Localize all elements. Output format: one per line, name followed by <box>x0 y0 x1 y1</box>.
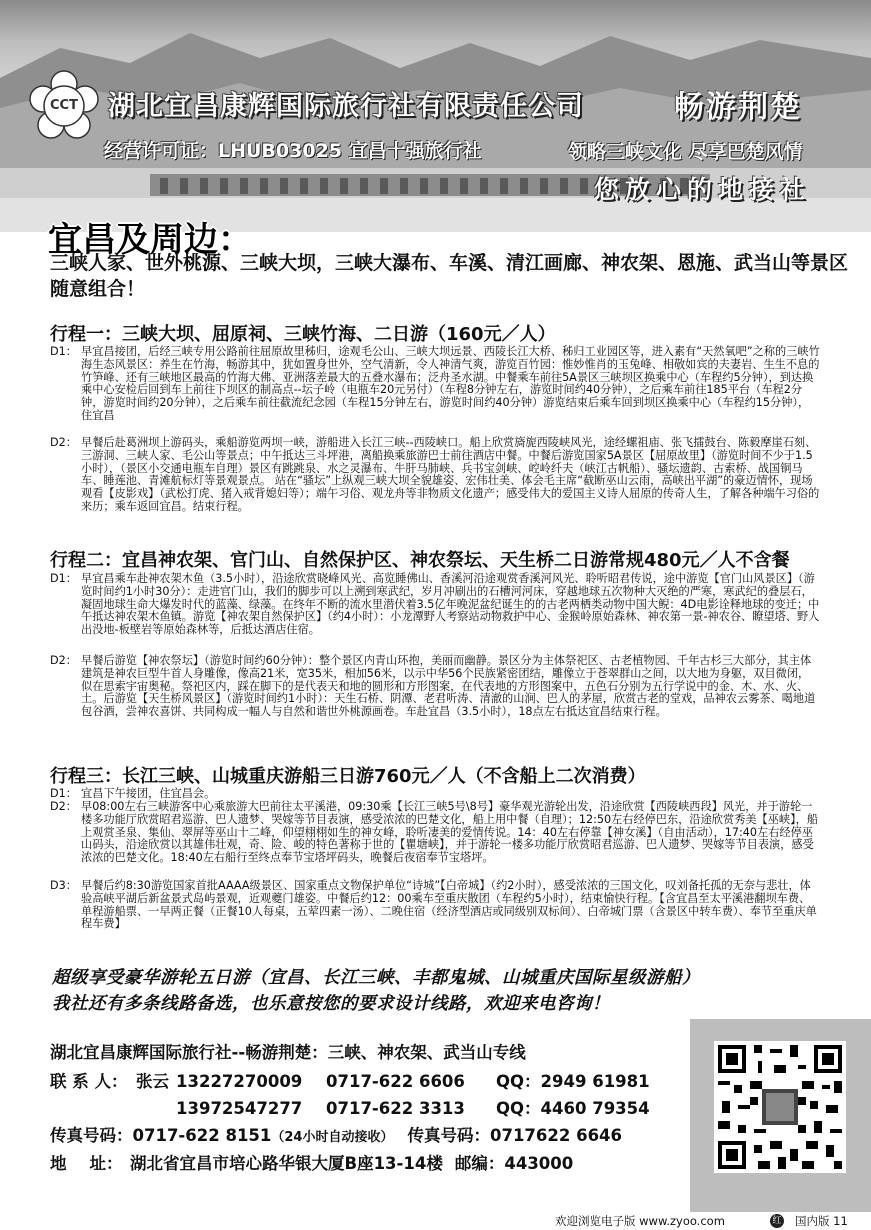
qr-code[interactable] <box>714 1041 846 1173</box>
cruise-promo: 超级享受豪华游轮五日游（宜昌、长江三峡、丰都鬼城、山城重庆国际星级游船） <box>52 968 700 988</box>
fax-number[interactable]: 0717-622 8151 <box>132 1126 272 1145</box>
route-1-day-2 <box>50 437 820 514</box>
contact-row-1 <box>50 1068 650 1092</box>
route-2-day-2 <box>50 655 820 719</box>
fax-note: （24小时自动接收） <box>271 1130 394 1145</box>
fax-label: 传真号码： <box>50 1126 133 1145</box>
culture-tagline: 领略三峡文化 尽享巴楚风情 <box>568 141 803 163</box>
route-3-day-2 <box>50 801 820 865</box>
red-badge-icon: 红 <box>770 1214 784 1228</box>
reliable-agency-slogan: 您放心的地接社 <box>594 175 812 204</box>
mobile-number[interactable]: 13227270009 <box>176 1072 303 1091</box>
section-subtitle: 三峡人家、世外桃源、三峡大坝，三峡大瀑布、车溪、清江画廊、神农架、恩施、武当山等景区随意组合！ <box>50 252 849 300</box>
day-text: 宜昌下午接团，住宜昌会。 <box>81 787 216 800</box>
day-text: 早餐后游览【神农祭坛】（游览时间约60分钟）：整个景区内青山环抱，美丽而幽静。景区分为主体祭祀区、古老植物园、千年古杉三大部分，其主体建筑是神农巨型牛首人身雕像，像高21米，宽35米，相加56米，以示中华56个民族紧密团结，雕像立于苍翠群山之间，以大地为身躯，双目微闭，似在思索宇宙奥秘。祭祀区内，踩在脚下的是代表天和地的圆形和方形图案，在代表地的方形图案中，五色石分别为五行学说中的金、木、水、火、土。后游览【天生桥风景区】（游览时间约1小时）：天生石桥、阴潭、老君听涛、清澈的山涧、巴人的茅屋，欣赏古老的堂戏，品神农云雾茶、喝地道包谷酒，尝神农喜饼、共同构成一幅人与自然和谐世外桃源画卷。车赴宜昌（3.5小时），18点左右抵达宜昌结束行程。 <box>81 654 816 719</box>
address: 湖北省宜昌市培心路华银大厦B座13-14楼 <box>130 1154 443 1173</box>
route-1-day-1 <box>50 346 820 423</box>
day-text: 早餐后赴葛洲坝上游码头，乘船游览两坝一峡，游船进入长江三峡--西陵峡口。船上欣赏旖旎西陵峡风光，途经螺祖庙、张飞擂鼓台、陈毅摩崖石刻、三游洞、三峡人家、毛公山等景点；中午抵达三斗坪港，离船换乘旅游巴士前往酒店中餐。中餐后游览国家5A景区【屈原故里】（游览时间不少于1.5小时），（景区小交通电瓶车自理）景区有跳跳泉、水之灵瀑布、牛肝马肺峡、兵书宝剑峡、崆岭纤夫（峡江古帆船）、骚坛遗韵、古索桥、战国铜马车、睡莲池、青滩航标灯等景观景点。 站在“骚坛”上纵观三峡大坝全貌雄姿、宏伟壮美、体会毛主席“截断巫山云雨，高峡出平湖”的豪迈情怀，现场观看【皮影戏】（武松打虎、猪入戒背媳妇等）；端午习俗、观龙舟等非物质文化遗产；感受伟大的爱国主义诗人屈原的传奇人生，了解各种端午习俗的来历；乘车返回宜昌。结束行程。 <box>81 436 820 513</box>
logo-text: CCT <box>50 98 78 113</box>
postcode: 邮编：443000 <box>454 1154 574 1173</box>
license-number: 经营许可证：LHUB03025 宜昌十强旅行社 <box>104 140 482 162</box>
day-text: 早餐后约8:30游览国家首批AAAA级景区、国家重点文物保护单位“诗城”【白帝城】（约2小时），感受浓浓的三国文化，叹刘备托孤的无奈与悲壮，体验高峡平湖后新盆景式岛屿景观，近观夔门雄姿。中餐后约12：00乘车至重庆散团（车程约5小时），结束愉快行程。【含宜昌至太平溪港翻坝车费、单程游船票、一早两正餐（正餐10人每桌，五荤四素一汤）、二晚住宿（经济型酒店或同级别双标间）、白帝城门票（含景区中转车费）、奉节至重庆单程车费】 <box>81 879 817 931</box>
day-tag: D2： <box>50 654 77 667</box>
custom-route-promo: 我社还有多条线路备选，也乐意按您的要求设计线路，欢迎来电咨询！ <box>52 994 610 1014</box>
day-tag: D2： <box>50 436 77 449</box>
day-tag: D2： <box>50 800 77 813</box>
page-footer <box>0 1212 871 1230</box>
qq-number[interactable]: QQ：4460 79354 <box>496 1099 650 1118</box>
contact-label: 联 系 人： <box>50 1072 128 1091</box>
day-text: 早宜昌乘车赴神农架木鱼（3.5小时），沿途欣赏晓峰风光、高览睡佛山、香溪河沿途观赏香溪河风光、聆听昭君传说，途中游览【官门山风景区】（游览时间约1小时30分）：走进官门山，我们的脚步可以上溯到寒武纪，岁月冲刷出的石槽河河床，穿越地球五次物种大灭绝的严寒，寒武纪的叠层石，凝固地球生命大爆发时代的蓝藻、绿藻。在终年不断的流水里潜伏着3.5亿年晚泥盆纪诞生的的古老两栖类动物中国大鲵：4D电影诠释地球的变迁；中午抵达神农架木鱼镇。游览【神农架自然保护区】（约4小时）：小龙潭野人考察站动物救护中心、金猴岭原始森林、神农第一景-神农谷、瞭望塔、野人出没地-板壁岩等原始森林等，后抵达酒店住宿。 <box>81 572 820 637</box>
fax-number-2[interactable]: 传真号码：0717622 6646 <box>407 1126 623 1145</box>
day-tag: D1： <box>50 787 77 800</box>
day-text: 早宜昌接团，后经三峡专用公路前往屈原故里秭归，途观毛公山、三峡大坝远景、西陵长江大桥、秭归工业园区等，进入素有“天然氧吧”之称的三峡竹海生态风景区：养生在竹海，畅游其中，犹如置身世外，空气清新，令人神清气爽，游览百竹园：惟妙惟肖的玉兔峰、相敬如宾的夫妻岩、生生不息的竹笋峰、还有三峡地区最高的竹海大佛、亚洲落差最大的五叠水瀑布；泛舟圣水湖。中餐乘车前往5A景区三峡坝区换乘中心（车程约5分钟），到达换乘中心安检后回到车上前往下坝区的制高点--坛子岭（电瓶车20元另付）（车程8分钟左右，游览时间约40分钟），之后乘车前往185平台（车程2分钟，游览时间约20分钟），之后乘车前往截流纪念园（车程15分钟左右，游览时间约40分钟）游览结束后乘车回到坝区换乘中心（车程约15分钟），住宜昌 <box>81 345 820 422</box>
day-tag: D1： <box>50 572 77 585</box>
day-text: 早08:00左右三峡游客中心乘旅游大巴前往太平溪港，09:30乘【长江三峡5号\8号】豪华观光游轮出发，沿途欣赏【西陵峡西段】风光，并于游轮一楼多功能厅欣赏昭君巡游、巴人遗梦、哭嫁等节目表演，感受浓浓的巴楚文化，船上用中餐（自理）；12:50左右经停巴东，沿途欣赏秀美【巫峡】，船上观赏圣泉、集仙、翠屏等巫山十二峰，仰望栩栩如生的神女峰，聆听凄美的爱情传说。14：40左右停靠【神女溪】（自由活动），17:40左右经停巫山码头，沿途欣赏以其雄伟壮观，奇、险、峻的特色著称于世的【瞿塘峡】，并于游轮一楼多功能厅欣赏昭君巡游、巴人遗梦、哭嫁等节目表演，感受浓浓的巴楚文化。18:40左右船行至终点奉节宝塔坪码头，晚餐后夜宿奉节宝塔坪。 <box>81 800 819 865</box>
day-tag: D3： <box>50 879 77 892</box>
contact-row-fax <box>50 1122 622 1146</box>
contact-name: 张云 <box>136 1072 169 1091</box>
route-1-title: 行程一：三峡大坝、屈原祠、三峡竹海、二日游（160元／人） <box>50 324 556 345</box>
route-3-day-1 <box>50 788 820 801</box>
footer-edition: 国内版 11 <box>795 1214 848 1228</box>
mobile-number[interactable]: 13972547277 <box>176 1099 303 1118</box>
contact-company: 湖北宜昌康辉国际旅行社--畅游荆楚：三峡、神农架、武当山专线 <box>50 1043 526 1062</box>
qr-panel <box>690 1019 871 1212</box>
phone-number[interactable]: 0717-622 3313 <box>326 1099 465 1118</box>
phone-number[interactable]: 0717-622 6606 <box>326 1072 465 1091</box>
day-tag: D1： <box>50 345 77 358</box>
route-3-day-3 <box>50 880 820 931</box>
route-3-title: 行程三：长江三峡、山城重庆游船三日游760元／人（不含船上二次消费） <box>50 766 646 787</box>
route-2-day-1 <box>50 573 820 637</box>
section-title: 宜昌及周边： <box>48 220 252 260</box>
route-2-title: 行程二：宜昌神农架、官门山、自然保护区、神农祭坛、天生桥二日游常规480元／人不含餐 <box>50 550 790 571</box>
company-name: 湖北宜昌康辉国际旅行社有限责任公司 <box>108 91 584 122</box>
header-banner <box>0 0 871 232</box>
footer-website[interactable]: 欢迎浏览电子版 www.zyoo.com <box>555 1214 725 1228</box>
contact-row-2 <box>50 1095 650 1119</box>
company-slogan: 畅游荆楚 <box>674 90 802 125</box>
contact-row-address <box>50 1150 573 1174</box>
address-label: 地 址： <box>50 1154 123 1173</box>
qq-number[interactable]: QQ：2949 61981 <box>496 1072 650 1091</box>
